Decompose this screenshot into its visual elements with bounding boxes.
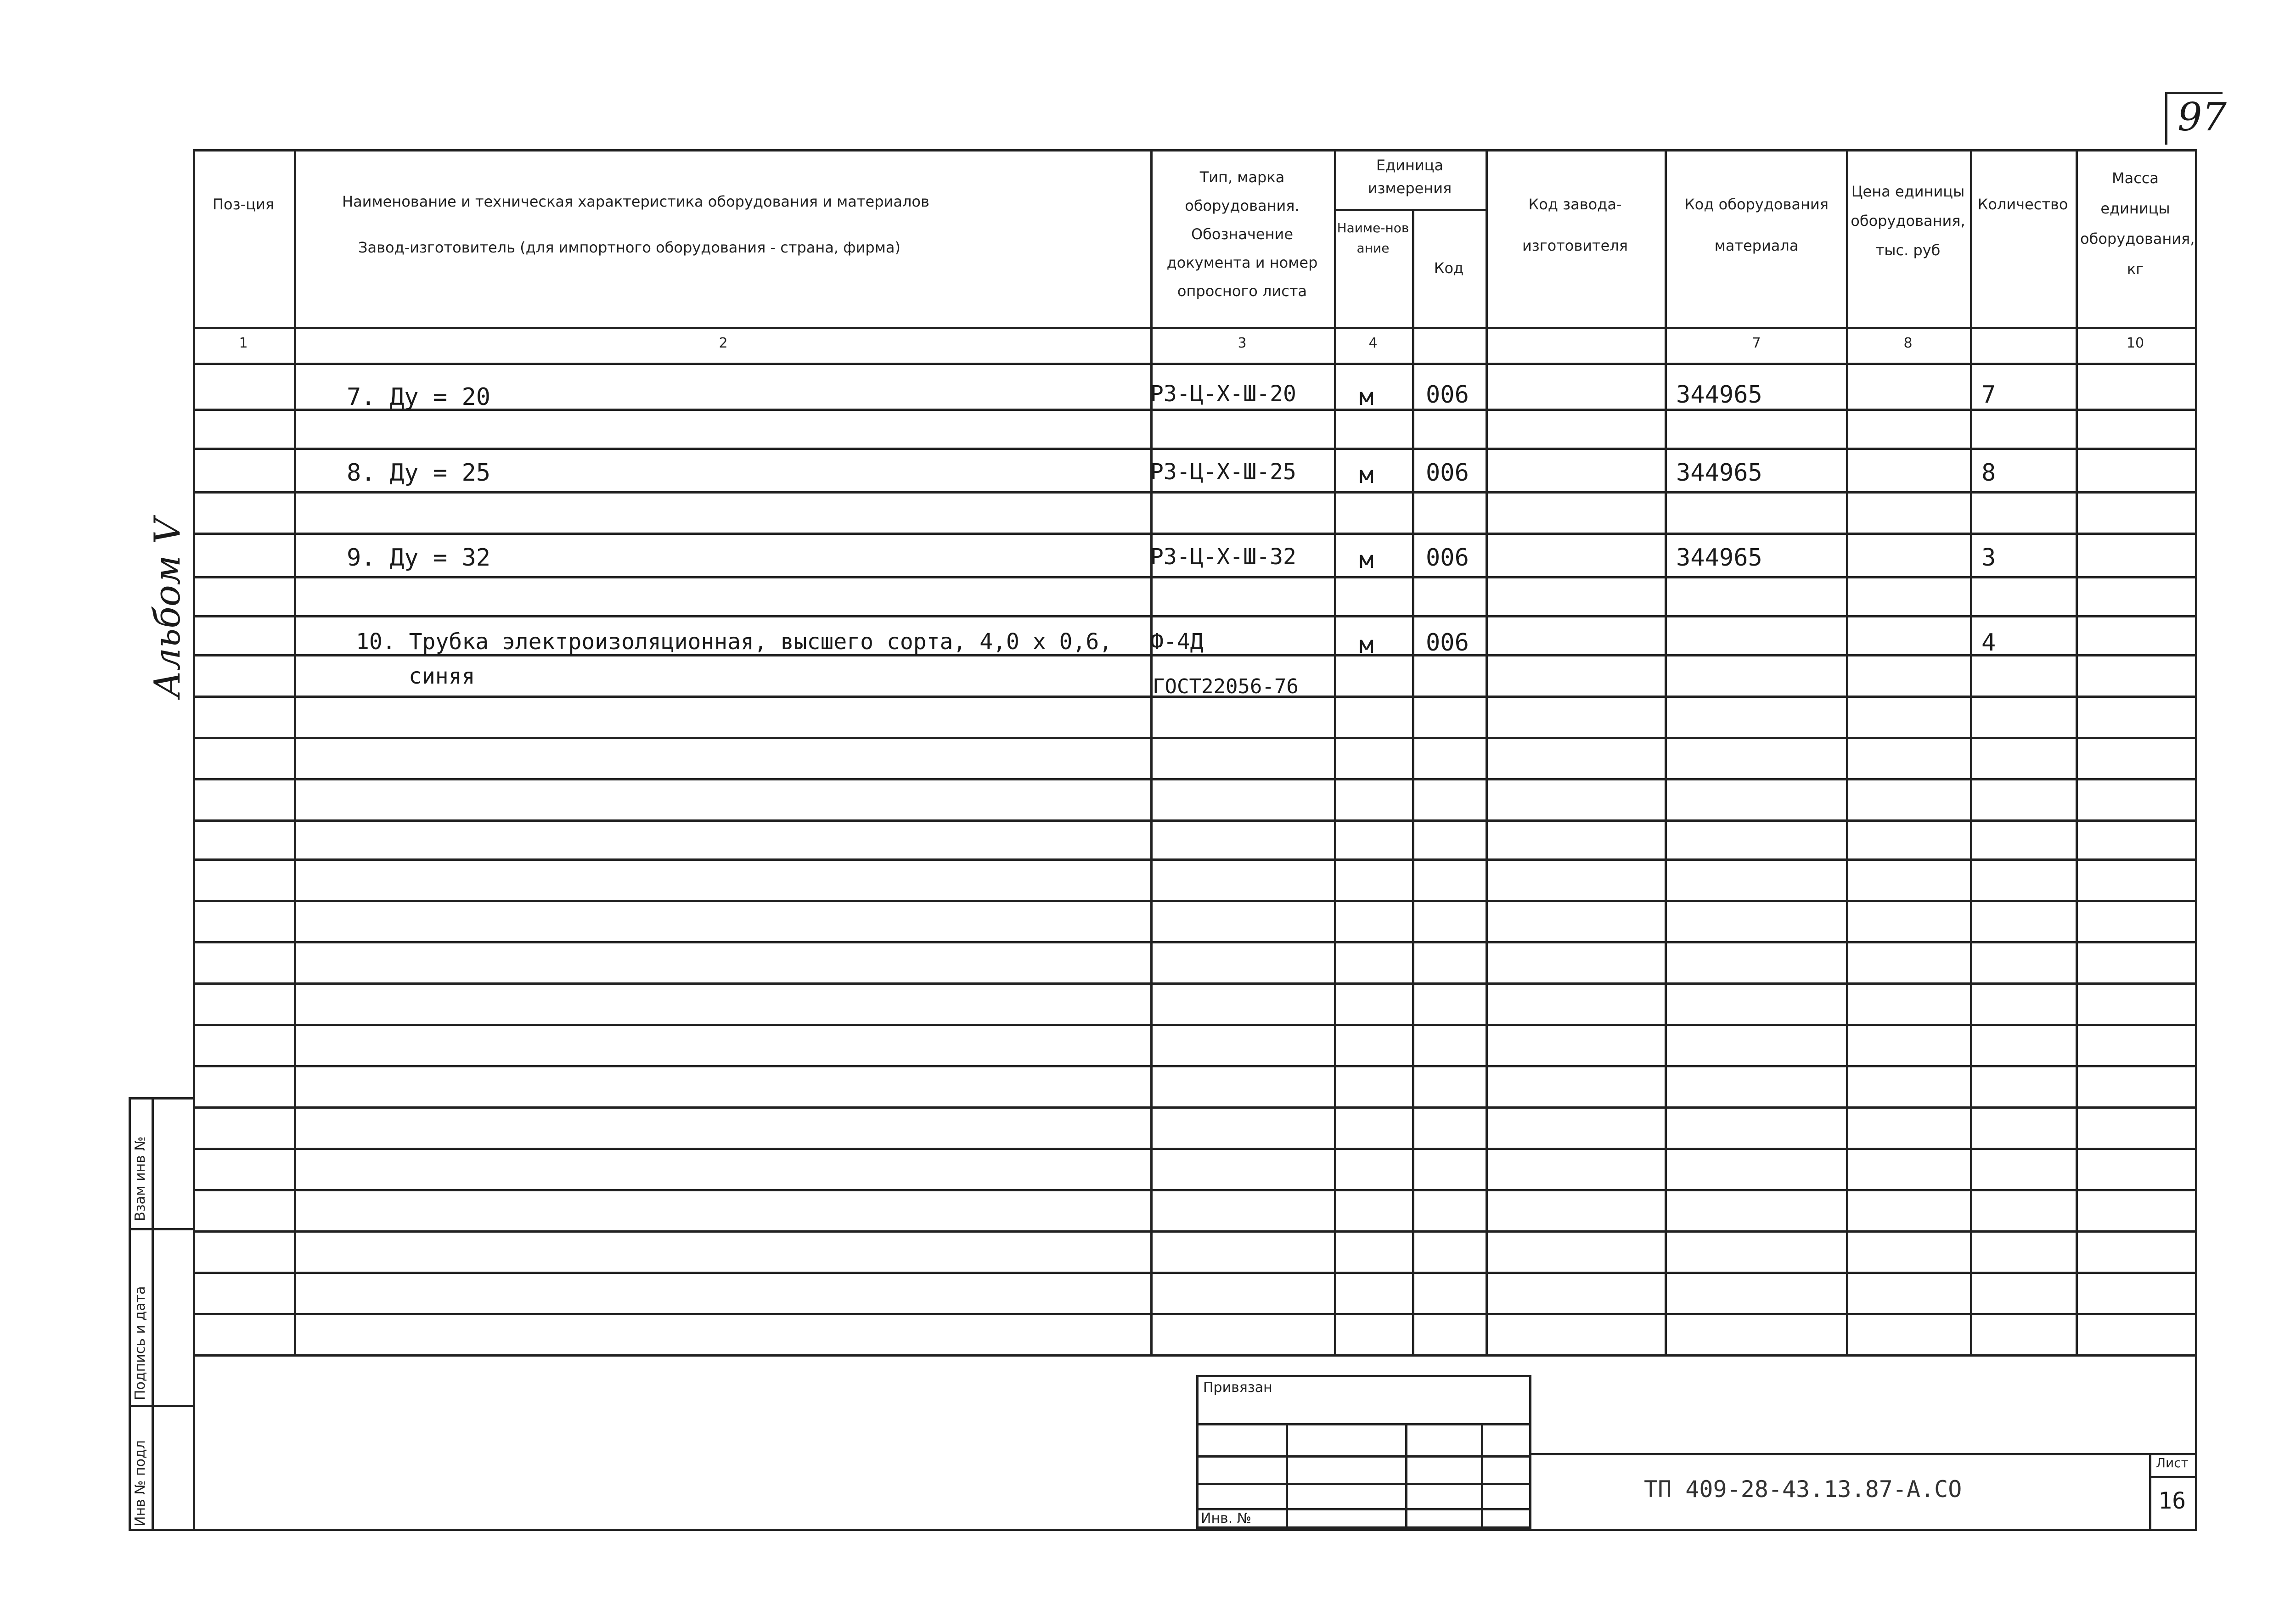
page-number-box [2165,92,2227,145]
header-material-code: Код оборудования материала [1684,196,1829,254]
row-unit: м [1359,383,1374,411]
col-line-5 [1486,149,1488,1357]
colnum-bottom-line [193,363,2195,365]
sheet-box-divider [2149,1476,2195,1478]
header-unit-name: Наиме-нование [1337,220,1409,256]
doc-code: ТП 409-28-43.13.87-А.СО [1644,1476,1962,1503]
album-label: Альбом V [147,518,188,698]
row-line [193,1065,2195,1067]
row-line [193,1148,2195,1150]
attached-col-line [1286,1423,1288,1529]
col-line-2 [1150,149,1153,1357]
row-line [193,858,2195,861]
row-line [193,982,2195,985]
col-line-7 [1846,149,1848,1357]
row-unit: м [1359,631,1374,659]
row-line [193,1024,2195,1026]
row-type: РЗ-Ц-Х-Ш-20 [1150,381,1296,407]
row-line [193,615,2195,617]
header-position: Поз-ция [212,196,275,213]
colnum-4: 4 [1368,335,1378,351]
row-quantity: 8 [1981,459,1996,487]
side-stamp-sign-date: Подпись и дата [132,1286,148,1400]
row-line [193,1313,2195,1315]
attached-col-line [1405,1423,1407,1529]
row-line [193,1272,2195,1274]
rows-bottom-line [193,1354,2195,1357]
row-line [193,778,2195,780]
side-stamp-inv-orig: Инв № подл [132,1440,148,1526]
attached-label: Привязан [1203,1380,1272,1396]
row-unit-code: 006 [1426,381,1469,409]
side-stamp-inv-dup: Взам инв № [132,1136,148,1221]
row-line [193,900,2195,902]
col-line-6 [1665,149,1667,1357]
row-name: 7. Ду = 20 [347,383,491,411]
row-type: РЗ-Ц-Х-Ш-25 [1150,459,1296,485]
header-quantity: Количество [1977,196,2068,213]
row-quantity: 4 [1981,629,1996,656]
row-line [193,941,2195,943]
row-line [193,448,2195,450]
col-line-4 [1412,209,1414,1357]
row-name: 10. Трубка электроизоляционная, высшего сорта, 4,0 х 0,6, [356,629,1113,655]
row-unit-code: 006 [1426,459,1469,487]
colnum-1: 1 [239,335,248,351]
row-line [193,819,2195,822]
unit-subheader-line [1334,209,1486,211]
row-name: 8. Ду = 25 [347,459,491,487]
header-unit-code: Код [1434,259,1464,277]
side-stamp-outer-line [129,1097,131,1531]
row-line [193,1189,2195,1191]
header-unit-group: Единица измерения [1367,157,1452,197]
row-material-code: 344965 [1676,381,1762,409]
page-bottom-border [129,1529,2195,1531]
side-stamp-top-line [129,1097,195,1100]
row-unit-code: 006 [1426,629,1469,656]
title-block-line [1531,1453,2195,1455]
header-mass: Масса единицы оборудования, кг [2080,169,2195,278]
header-name-line2: Завод-изготовитель (для импортного оборудования - страна, фирма) [358,239,900,256]
colnum-3: 3 [1238,335,1247,351]
col-line-1 [294,149,296,1357]
side-stamp-divider-2 [129,1405,195,1407]
header-factory-code: Код завода-изготовителя [1522,196,1628,254]
colnum-10: 10 [2126,335,2144,351]
header-bottom-line [193,327,2195,329]
colnum-8: 8 [1903,335,1913,351]
row-line [193,1230,2195,1233]
row-unit: м [1359,461,1374,489]
sheet-label: Лист [2156,1455,2189,1470]
page-number: 97 [2178,95,2227,140]
side-stamp-divider-1 [129,1228,195,1230]
row-quantity: 7 [1981,381,1996,409]
side-stamp-inner-line [152,1097,154,1531]
row-line [193,491,2195,494]
row-line [193,409,2195,411]
row-type: Ф-4Д [1150,629,1204,655]
attached-col-line [1481,1423,1483,1529]
table-top-border [193,149,2195,151]
row-name: 9. Ду = 32 [347,544,491,572]
header-price: Цена единицы оборудования, тыс. руб [1851,183,1965,259]
colnum-2: 2 [719,335,728,351]
col-line-3 [1334,149,1336,1357]
row-quantity: 3 [1981,544,1996,572]
inv-no-label: Инв. № [1201,1510,1252,1526]
row-unit: м [1359,546,1374,574]
row-unit-code: 006 [1426,544,1469,572]
row-type: РЗ-Ц-Х-Ш-32 [1150,544,1296,570]
colnum-7: 7 [1752,335,1761,351]
row-type-standard: ГОСТ22056-76 [1153,675,1299,698]
row-line [193,1106,2195,1109]
row-name-cont: синяя [409,663,475,689]
col-line-8 [1970,149,1972,1357]
header-name-line1: Наименование и техническая характеристика оборудования и материалов [342,193,929,210]
row-material-code: 344965 [1676,459,1762,487]
col-line-0 [193,149,195,1531]
header-type: Тип, марка оборудования. Обозначение документа и номер опросного листа [1166,168,1318,300]
row-line [193,576,2195,578]
col-line-10 [2195,149,2197,1531]
row-material-code: 344965 [1676,544,1762,572]
sheet-number: 16 [2158,1487,2186,1514]
row-line [193,533,2195,535]
col-line-9 [2076,149,2078,1357]
row-line [193,737,2195,739]
